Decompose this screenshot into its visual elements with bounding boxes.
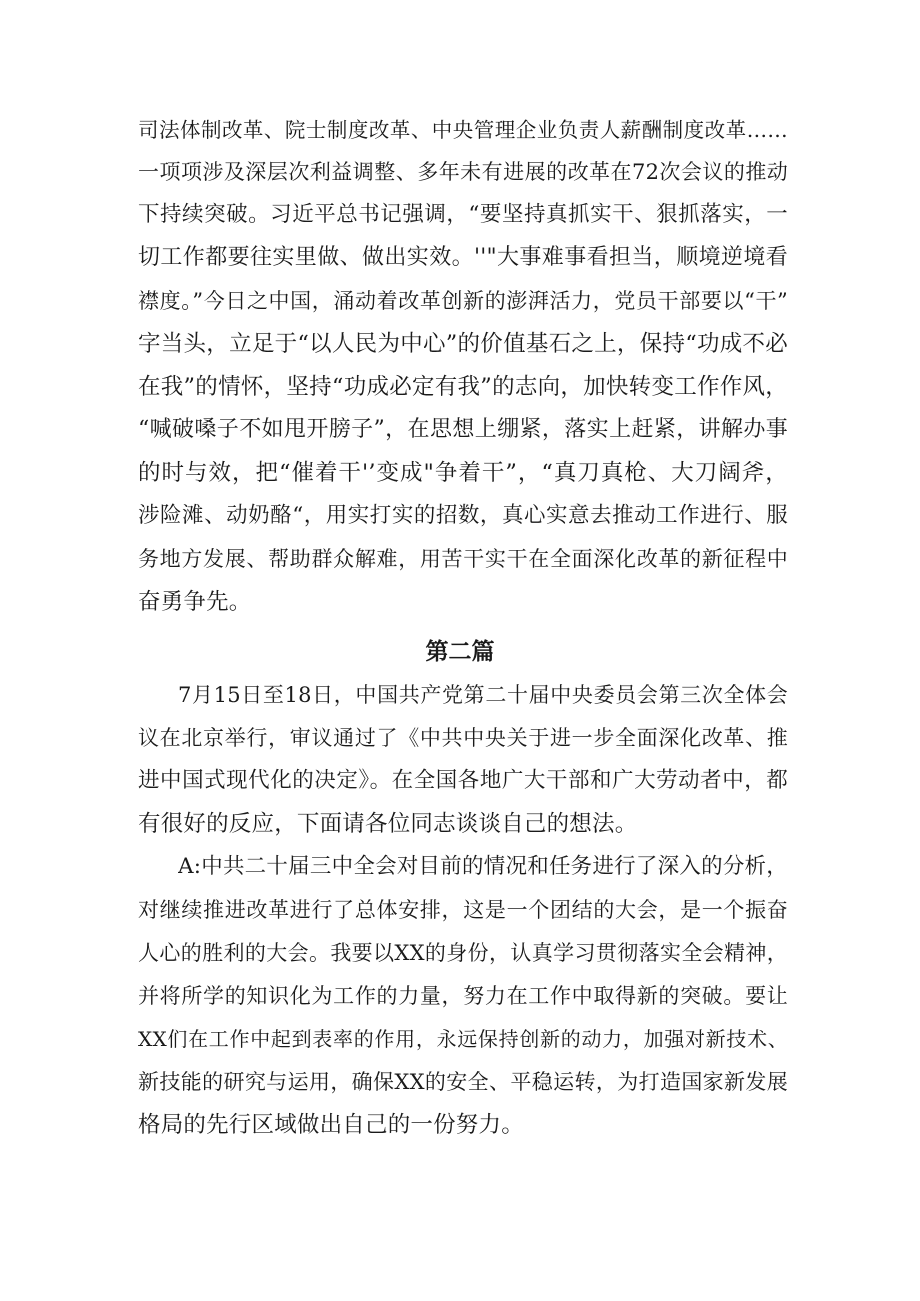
paragraph-line: 人心的胜利的大会。我要以XX的身份，认真学习贯彻落实全会精神，: [138, 941, 788, 965]
paragraph-line: “喊破嗓子不如甩开膀子”，在思想上绷紧，落实上赶紧，讲解办事: [138, 417, 788, 442]
paragraph-line: 的时与效，把“催着干'’变成"争着干”，“真刀真枪、大刀阔斧，: [138, 460, 788, 486]
paragraph-line: 有很好的反应，下面请各位同志谈谈自己的想法。: [138, 811, 638, 837]
paragraph-line: 涉险滩、动奶酪“，用实打实的招数，真心实意去推动工作进行、服: [138, 503, 788, 528]
paragraph-line: XX们在工作中起到表率的作用，永远保持创新的动力，加强对新技术、: [138, 1027, 788, 1051]
paragraph-line: 7月15日至18日，中国共产党第二十届中央委员会第三次全体会: [178, 683, 788, 707]
paragraph-line: 在我”的情怀，坚持“功成必定有我”的志向，加快转变工作作风，: [138, 374, 788, 400]
paragraph-line: 一项项涉及深层次利益调整、多年未有进展的改革在72次会议的推动: [138, 160, 788, 184]
paragraph-line: 进中国式现代化的决定》。在全国各地广大干部和广大劳动者中，都: [138, 768, 788, 793]
section-heading: 第二篇: [425, 639, 495, 665]
paragraph-line: 对继续推进改革进行了总体安排，这是一个团结的大会，是一个振奋: [138, 898, 788, 922]
paragraph-line: 务地方发展、帮助群众解难，用苦干实干在全面深化改革的新征程中: [138, 547, 788, 571]
paragraph-line: 襟度。”今日之中国，涌动着改革创新的澎湃活力，党员干部要以“干”: [138, 289, 788, 313]
paragraph-line: A:中共二十届三中全会对目前的情况和任务进行了深入的分析，: [178, 854, 788, 879]
paragraph-line: 并将所学的知识化为工作的力量，努力在工作中取得新的突破。要让: [138, 984, 788, 1008]
paragraph-line: 切工作都要往实里做、做出实效。''"大事难事看担当，顺境逆境看: [138, 245, 788, 270]
paragraph-line: 议在北京举行，审议通过了《中共中央关于进一步全面深化改革、推: [138, 726, 788, 750]
paragraph-line: 新技能的研究与运用，确保XX的安全、平稳运转，为打造国家新发展: [138, 1070, 788, 1094]
paragraph-line: 字当头，立足于“以人民为中心”的价值基石之上，保持“功成不必: [138, 331, 788, 357]
paragraph-line: 格局的先行区域做出自己的一份努力。: [138, 1112, 524, 1138]
paragraph-line: 奋勇争先。: [138, 589, 252, 615]
paragraph-line: 司法体制改革、院士制度改革、中央管理企业负责人薪酬制度改革……: [138, 118, 788, 142]
paragraph-line: 下持续突破。习近平总书记强调，“要坚持真抓实干、狠抓落实，一: [138, 202, 788, 227]
